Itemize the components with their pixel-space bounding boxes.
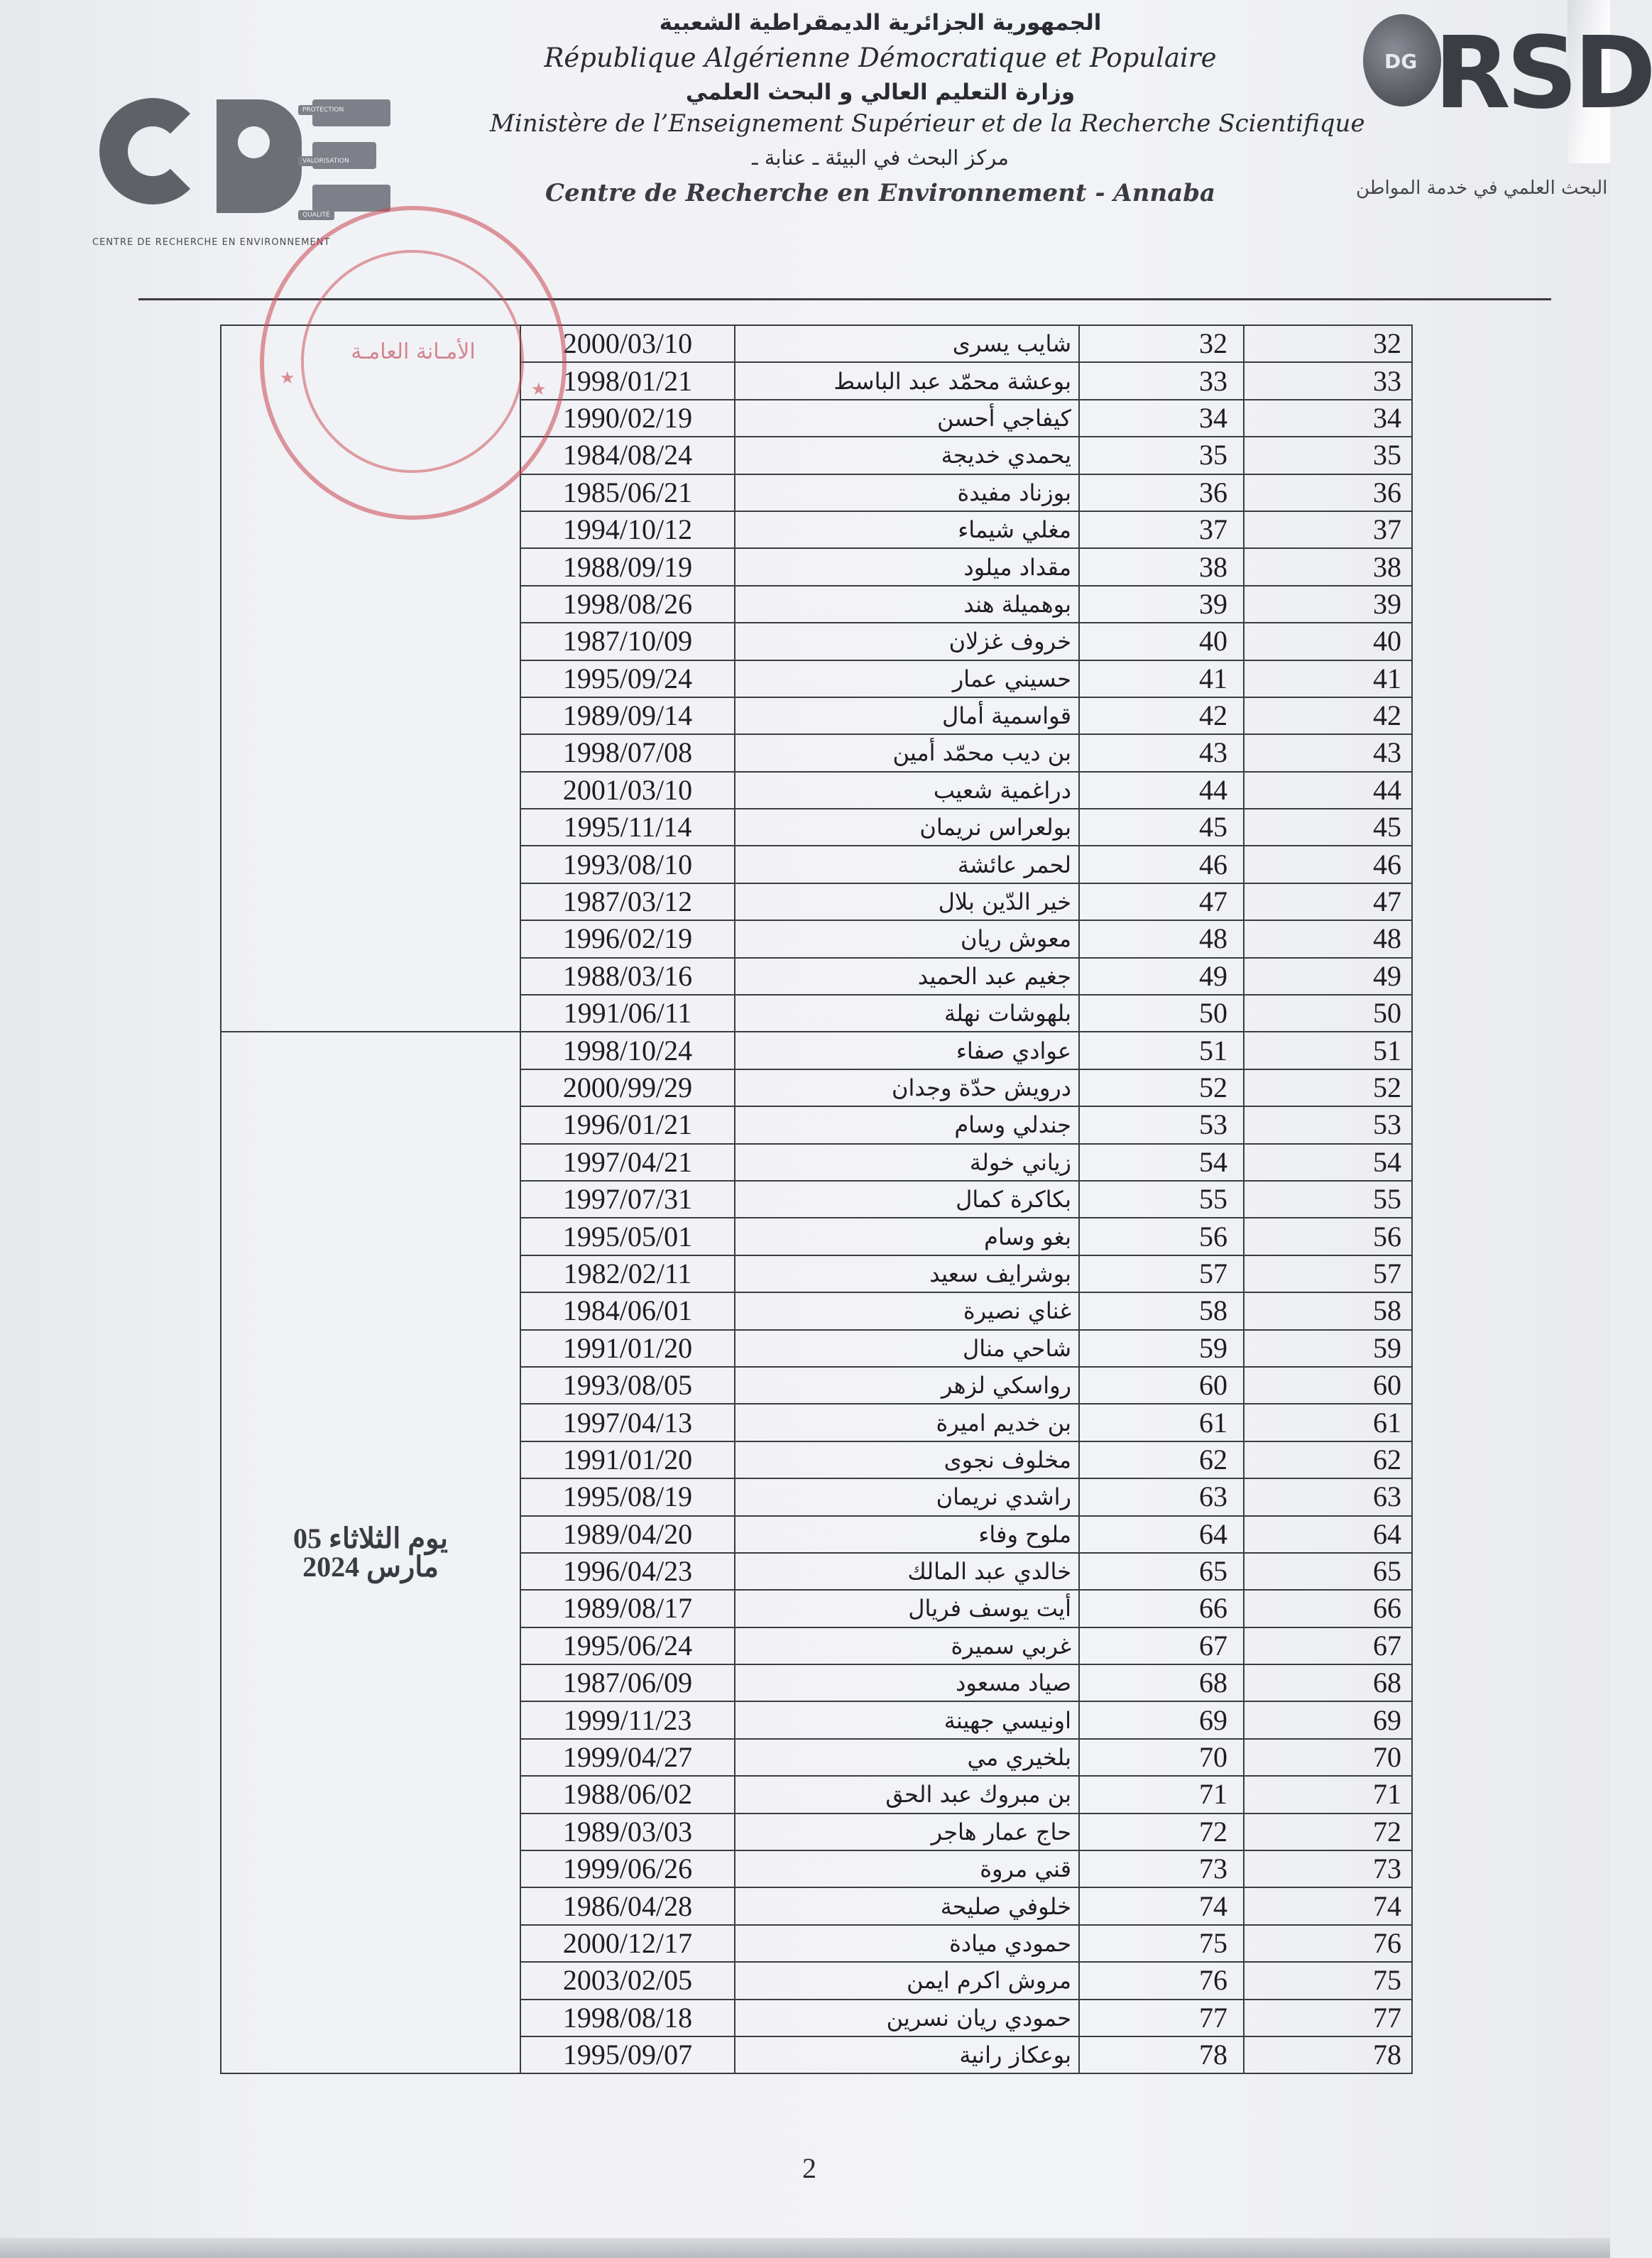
candidate-number-cell: 58 [1079,1292,1244,1329]
serial-number-cell: 47 [1244,883,1412,920]
birth-date-cell: 1998/08/26 [520,586,735,623]
birth-date-cell: 1991/01/20 [520,1441,735,1478]
birth-date-cell: 2000/03/10 [520,325,735,362]
birth-date-cell: 1993/08/05 [520,1367,735,1404]
birth-date-cell: 1987/10/09 [520,623,735,660]
birth-date-cell: 1991/06/11 [520,995,735,1032]
page-bottom-edge [0,2238,1610,2258]
full-name-cell: بلهوشات نهلة [735,995,1079,1032]
serial-number-cell: 72 [1244,1814,1412,1850]
birth-date-cell: 1998/07/08 [520,734,735,771]
full-name-cell: بن خديم اميرة [735,1404,1079,1441]
candidate-number-cell: 41 [1079,660,1244,697]
full-name-cell: شايب يسرى [735,325,1079,362]
serial-number-cell: 51 [1244,1032,1412,1069]
candidate-number-cell: 36 [1079,474,1244,511]
full-name-cell: بوعشة محمّد عبد الباسط [735,362,1079,399]
serial-number-cell: 63 [1244,1478,1412,1515]
candidate-number-cell: 32 [1079,325,1244,362]
full-name-cell: قواسمية أمال [735,697,1079,734]
candidate-number-cell: 37 [1079,511,1244,548]
full-name-cell: بوشرايف سعيد [735,1255,1079,1292]
birth-date-cell: 1999/06/26 [520,1850,735,1887]
candidate-number-cell: 66 [1079,1590,1244,1627]
birth-date-cell: 2003/02/05 [520,1962,735,1999]
serial-number-cell: 38 [1244,548,1412,585]
full-name-cell: غربي سميرة [735,1627,1079,1664]
ministry-arabic: وزارة التعليم العالي و البحث العلمي [685,80,1076,105]
birth-date-cell: 1990/02/19 [520,400,735,437]
serial-number-cell: 71 [1244,1776,1412,1813]
birth-date-cell: 1985/06/21 [520,474,735,511]
serial-number-cell: 59 [1244,1330,1412,1367]
birth-date-cell: 1995/06/24 [520,1627,735,1664]
serial-number-cell: 75 [1244,1962,1412,1999]
birth-date-cell: 1989/09/14 [520,697,735,734]
candidate-number-cell: 65 [1079,1553,1244,1590]
candidate-number-cell: 61 [1079,1404,1244,1441]
full-name-cell: يحمدي خديجة [735,437,1079,474]
birth-date-cell: 1998/08/18 [520,2000,735,2036]
serial-number-cell: 33 [1244,362,1412,399]
candidate-number-cell: 42 [1079,697,1244,734]
globe-icon: DG [1363,14,1441,107]
full-name-cell: شاحي منال [735,1330,1079,1367]
candidate-number-cell: 62 [1079,1441,1244,1478]
candidates-table [220,324,1413,2074]
cre-logo-caption: CENTRE DE RECHERCHE EN ENVIRONNEMENT [92,237,331,248]
full-name-cell: مروش اكرم ايمن [735,1962,1079,1999]
full-name-cell: بكاكرة كمال [735,1181,1079,1218]
birth-date-cell: 1988/03/16 [520,958,735,995]
cre-tag-qualite: QUALITÉ [298,210,334,220]
full-name-cell: ملوح وفاء [735,1516,1079,1553]
full-name-cell: حسيني عمار [735,660,1079,697]
official-stamp [260,206,567,520]
full-name-cell: بوهميلة هند [735,586,1079,623]
serial-number-cell: 62 [1244,1441,1412,1478]
candidate-number-cell: 47 [1079,883,1244,920]
birth-date-cell: 2000/12/17 [520,1925,735,1962]
full-name-cell: دراغمية شعيب [735,772,1079,809]
birth-date-cell: 1998/01/21 [520,362,735,399]
serial-number-cell: 67 [1244,1627,1412,1664]
birth-date-cell: 1997/04/21 [520,1144,735,1181]
serial-number-cell: 42 [1244,697,1412,734]
candidate-number-cell: 57 [1079,1255,1244,1292]
candidate-number-cell: 77 [1079,2000,1244,2036]
birth-date-cell: 2001/03/10 [520,772,735,809]
full-name-cell: غناي نصيرة [735,1292,1079,1329]
candidate-number-cell: 63 [1079,1478,1244,1515]
full-name-cell: حمودي ريان نسرين [735,2000,1079,2036]
candidate-number-cell: 33 [1079,362,1244,399]
birth-date-cell: 1995/05/01 [520,1218,735,1255]
full-name-cell: خالدي عبد المالك [735,1553,1079,1590]
serial-number-cell: 48 [1244,920,1412,957]
candidate-number-cell: 71 [1079,1776,1244,1813]
session-date-line: يوم الثلاثاء 05 [293,1522,448,1554]
candidate-number-cell: 74 [1079,1887,1244,1924]
serial-number-cell: 45 [1244,809,1412,846]
candidate-number-cell: 51 [1079,1032,1244,1069]
birth-date-cell: 1986/04/28 [520,1887,735,1924]
serial-number-cell: 68 [1244,1664,1412,1701]
serial-number-cell: 46 [1244,846,1412,883]
candidate-number-cell: 43 [1079,734,1244,771]
candidate-number-cell: 46 [1079,846,1244,883]
candidate-number-cell: 48 [1079,920,1244,957]
birth-date-cell: 1997/07/31 [520,1181,735,1218]
center-arabic: مركز البحث في البيئة ـ عنابة ـ [752,146,1009,170]
serial-number-cell: 41 [1244,660,1412,697]
serial-number-cell: 50 [1244,995,1412,1032]
birth-date-cell: 1995/09/24 [520,660,735,697]
dgrsdt-slogan: البحث العلمي في خدمة المواطن [1356,178,1608,199]
full-name-cell: مقداد ميلود [735,548,1079,585]
serial-number-cell: 54 [1244,1144,1412,1181]
serial-number-cell: 57 [1244,1255,1412,1292]
birth-date-cell: 1993/08/10 [520,846,735,883]
serial-number-cell: 61 [1244,1404,1412,1441]
serial-number-cell: 74 [1244,1887,1412,1924]
birth-date-cell: 1996/04/23 [520,1553,735,1590]
candidate-number-cell: 75 [1079,1925,1244,1962]
session-date-cell [221,1032,520,2073]
full-name-cell: اونيسي جهينة [735,1701,1079,1738]
serial-number-cell: 36 [1244,474,1412,511]
serial-number-cell: 43 [1244,734,1412,771]
serial-number-cell: 60 [1244,1367,1412,1404]
full-name-cell: جغيم عبد الحميد [735,958,1079,995]
serial-number-cell: 76 [1244,1925,1412,1962]
serial-number-cell: 77 [1244,2000,1412,2036]
full-name-cell: عوادي صفاء [735,1032,1079,1069]
serial-number-cell: 53 [1244,1106,1412,1143]
serial-number-cell: 35 [1244,437,1412,474]
candidate-number-cell: 35 [1079,437,1244,474]
full-name-cell: قني مروة [735,1850,1079,1887]
birth-date-cell: 1989/04/20 [520,1516,735,1553]
serial-number-cell: 69 [1244,1701,1412,1738]
candidate-number-cell: 68 [1079,1664,1244,1701]
candidate-number-cell: 34 [1079,400,1244,437]
candidate-number-cell: 76 [1079,1962,1244,1999]
full-name-cell: صياد مسعود [735,1664,1079,1701]
full-name-cell: بن ديب محمّد أمين [735,734,1079,771]
full-name-cell: خروف غزلان [735,623,1079,660]
birth-date-cell: 1982/02/11 [520,1255,735,1292]
full-name-cell: أيت يوسف فريال [735,1590,1079,1627]
center-french: Centre de Recherche en Environnement - Annaba [545,179,1216,207]
serial-number-cell: 73 [1244,1850,1412,1887]
birth-date-cell: 1987/06/09 [520,1664,735,1701]
serial-number-cell: 32 [1244,325,1412,362]
full-name-cell: بولعراس نريمان [735,809,1079,846]
serial-number-cell: 78 [1244,2036,1412,2073]
full-name-cell: بوعكاز رانية [735,2036,1079,2073]
birth-date-cell: 1991/01/20 [520,1330,735,1367]
full-name-cell: خير الدّين بلال [735,883,1079,920]
birth-date-cell: 1999/11/23 [520,1701,735,1738]
session-date-line: مارس 2024 [302,1550,439,1583]
candidate-number-cell: 60 [1079,1367,1244,1404]
birth-date-cell: 1997/04/13 [520,1404,735,1441]
star-icon: ★ [280,368,295,388]
candidates-table-body [221,325,1412,2073]
full-name-cell: حمودي ميادة [735,1925,1079,1962]
birth-date-cell: 1988/06/02 [520,1776,735,1813]
serial-number-cell: 56 [1244,1218,1412,1255]
full-name-cell: بلخيري مي [735,1739,1079,1776]
full-name-cell: درويش حدّة وجدان [735,1069,1079,1106]
stamp-center-text: الأمـانة العامـة [351,339,476,364]
birth-date-cell: 1996/02/19 [520,920,735,957]
candidate-number-cell: 69 [1079,1701,1244,1738]
candidate-number-cell: 59 [1079,1330,1244,1367]
ministry-french: Ministère de l’Enseignement Supérieur et de la Recherche Scientifique [490,109,1365,138]
candidate-number-cell: 52 [1079,1069,1244,1106]
serial-number-cell: 55 [1244,1181,1412,1218]
birth-date-cell: 2000/99/29 [520,1069,735,1106]
candidate-number-cell: 50 [1079,995,1244,1032]
cre-tag-protection: PROTECTION [298,105,348,115]
birth-date-cell: 1996/01/21 [520,1106,735,1143]
candidate-number-cell: 45 [1079,809,1244,846]
candidate-number-cell: 72 [1079,1814,1244,1850]
candidate-number-cell: 49 [1079,958,1244,995]
serial-number-cell: 39 [1244,586,1412,623]
serial-number-cell: 44 [1244,772,1412,809]
serial-number-cell: 70 [1244,1739,1412,1776]
candidate-number-cell: 40 [1079,623,1244,660]
full-name-cell: راشدي نريمان [735,1478,1079,1515]
candidate-number-cell: 53 [1079,1106,1244,1143]
dgrsdt-logo [1349,7,1652,241]
candidate-number-cell: 78 [1079,2036,1244,2073]
cre-tag-valorisation: VALORISATION [298,156,354,166]
full-name-cell: مغلي شيماء [735,511,1079,548]
birth-date-cell: 1995/09/07 [520,2036,735,2073]
full-name-cell: بوزناد مفيدة [735,474,1079,511]
full-name-cell: خلوفي صليحة [735,1887,1079,1924]
birth-date-cell: 1995/08/19 [520,1478,735,1515]
candidate-number-cell: 39 [1079,586,1244,623]
full-name-cell: جندلي وسام [735,1106,1079,1143]
republic-french: République Algérienne Démocratique et Populaire [544,43,1217,73]
letterhead [0,0,1652,305]
candidate-number-cell: 38 [1079,548,1244,585]
birth-date-cell: 1989/08/17 [520,1590,735,1627]
full-name-cell: لحمر عائشة [735,846,1079,883]
full-name-cell: كيفاجي أحسن [735,400,1079,437]
birth-date-cell: 1988/09/19 [520,548,735,585]
candidate-number-cell: 56 [1079,1218,1244,1255]
cre-logo-c-glyph [99,98,206,204]
birth-date-cell: 1984/06/01 [520,1292,735,1329]
star-icon: ★ [531,379,547,399]
full-name-cell: مخلوف نجوى [735,1441,1079,1478]
candidate-number-cell: 67 [1079,1627,1244,1664]
republic-arabic: الجمهورية الجزائرية الديمقراطية الشعبية [659,10,1102,36]
candidate-number-cell: 44 [1079,772,1244,809]
candidate-number-cell: 64 [1079,1516,1244,1553]
dgrsdt-letters: RSD [1434,16,1652,131]
full-name-cell: رواسكي لزهر [735,1367,1079,1404]
serial-number-cell: 34 [1244,400,1412,437]
candidate-number-cell: 73 [1079,1850,1244,1887]
full-name-cell: معوش ريان [735,920,1079,957]
serial-number-cell: 40 [1244,623,1412,660]
serial-number-cell: 49 [1244,958,1412,995]
serial-number-cell: 65 [1244,1553,1412,1590]
full-name-cell: زياني خولة [735,1144,1079,1181]
birth-date-cell: 1998/10/24 [520,1032,735,1069]
candidate-number-cell: 55 [1079,1181,1244,1218]
serial-number-cell: 37 [1244,511,1412,548]
birth-date-cell: 1987/03/12 [520,883,735,920]
birth-date-cell: 1994/10/12 [520,511,735,548]
birth-date-cell: 1999/04/27 [520,1739,735,1776]
birth-date-cell: 1989/03/03 [520,1814,735,1850]
full-name-cell: حاج عمار هاجر [735,1814,1079,1850]
full-name-cell: بغو وسام [735,1218,1079,1255]
serial-number-cell: 52 [1244,1069,1412,1106]
serial-number-cell: 58 [1244,1292,1412,1329]
table-row [221,1032,1412,1069]
page-number: 2 [802,2152,816,2184]
serial-number-cell: 64 [1244,1516,1412,1553]
serial-number-cell: 66 [1244,1590,1412,1627]
birth-date-cell: 1995/11/14 [520,809,735,846]
candidate-number-cell: 54 [1079,1144,1244,1181]
full-name-cell: بن مبروك عبد الحق [735,1776,1079,1813]
candidate-number-cell: 70 [1079,1739,1244,1776]
birth-date-cell: 1984/08/24 [520,437,735,474]
